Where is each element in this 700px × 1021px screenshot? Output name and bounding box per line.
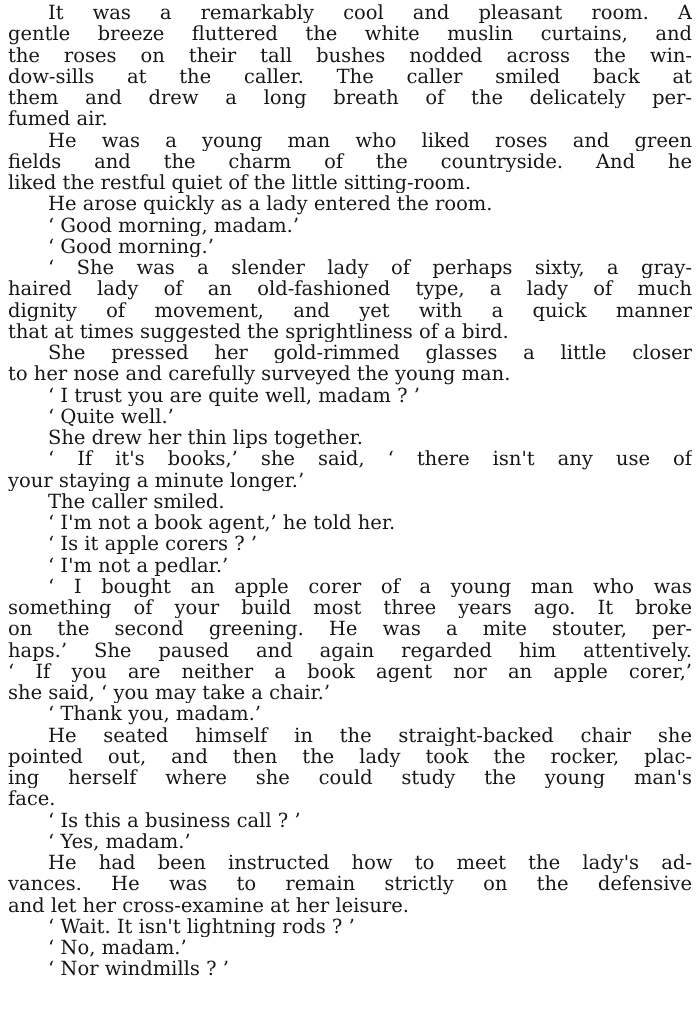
text-line: liked the restful quiet of the little sitting-room. [8, 172, 472, 194]
text-line: them and drew a long breath of the delicately per- [8, 87, 692, 109]
text-line: face. [8, 788, 56, 810]
article-text [8, 2, 692, 980]
text-line: dow-sills at the caller. The caller smiled back at [8, 65, 692, 87]
text-line: on the second greening. He was a mite stouter, per- [8, 618, 692, 640]
text-line: It was a remarkably cool and pleasant room. A [48, 2, 692, 24]
text-line: He was a young man who liked roses and green [48, 129, 692, 151]
text-line: The caller smiled. [48, 490, 225, 512]
text-line: your staying a minute longer.’ [8, 469, 305, 491]
text-line: ‘ Good morning.’ [48, 235, 214, 257]
text-line: ‘ I'm not a book agent,’ he told her. [48, 512, 396, 534]
text-line: ‘ If it's books,’ she said, ‘ there isn't any use of [48, 448, 692, 470]
text-line: ‘ Good morning, madam.’ [48, 214, 300, 236]
text-line: something of your build most three years ago. It broke [8, 597, 692, 619]
text-line: vances. He was to remain strictly on the defensive [8, 873, 692, 895]
text-line: and let her cross-examine at her leisure. [8, 894, 409, 916]
text-line: He arose quickly as a lady entered the room. [48, 193, 493, 215]
text-line: ‘ I bought an apple corer of a young man who was [48, 575, 692, 597]
text-line: ‘ Is this a business call ? ’ [48, 809, 301, 831]
text-line: He had been instructed how to meet the lady's ad- [48, 852, 692, 874]
text-line: fumed air. [8, 108, 108, 130]
text-line: ‘ I'm not a pedlar.’ [48, 554, 229, 576]
text-line: the roses on their tall bushes nodded across the win- [8, 44, 692, 66]
text-line: pointed out, and then the lady took the rocker, plac- [8, 745, 692, 767]
text-line: He seated himself in the straight-backed chair she [48, 724, 692, 746]
text-line: ‘ If you are neither a book agent nor an apple corer,’ [8, 660, 692, 682]
text-line: She pressed her gold-rimmed glasses a little closer [48, 342, 692, 364]
text-line: that at times suggested the sprightliness of a bird. [8, 320, 509, 342]
text-line: gentle breeze fluttered the white muslin curtains, and [8, 23, 692, 45]
text-line: ‘ Nor windmills ? ’ [48, 958, 229, 980]
text-line: to her nose and carefully surveyed the young man. [8, 363, 511, 385]
text-line: ‘ No, madam.’ [48, 937, 187, 959]
text-line: ‘ Wait. It isn't lightning rods ? ’ [48, 915, 355, 937]
text-line: she said, ‘ you may take a chair.’ [8, 682, 331, 704]
text-line: She drew her thin lips together. [48, 427, 363, 449]
text-line: haps.’ She paused and again regarded him attentively. [8, 639, 692, 661]
text-line: ‘ Is it apple corers ? ’ [48, 533, 258, 555]
text-line: haired lady of an old-fashioned type, a lady of much [8, 278, 692, 300]
text-line: ‘ Quite well.’ [48, 405, 174, 427]
text-line: ‘ Yes, madam.’ [48, 830, 191, 852]
text-line: ing herself where she could study the young man's [8, 767, 692, 789]
text-line: ‘ I trust you are quite well, madam ? ’ [48, 384, 420, 406]
text-line: dignity of movement, and yet with a quick manner [8, 299, 692, 321]
text-line: ‘ She was a slender lady of perhaps sixty, a gray- [48, 257, 692, 279]
text-line: ‘ Thank you, madam.’ [48, 703, 261, 725]
text-line: fields and the charm of the countryside. And he [8, 150, 692, 172]
